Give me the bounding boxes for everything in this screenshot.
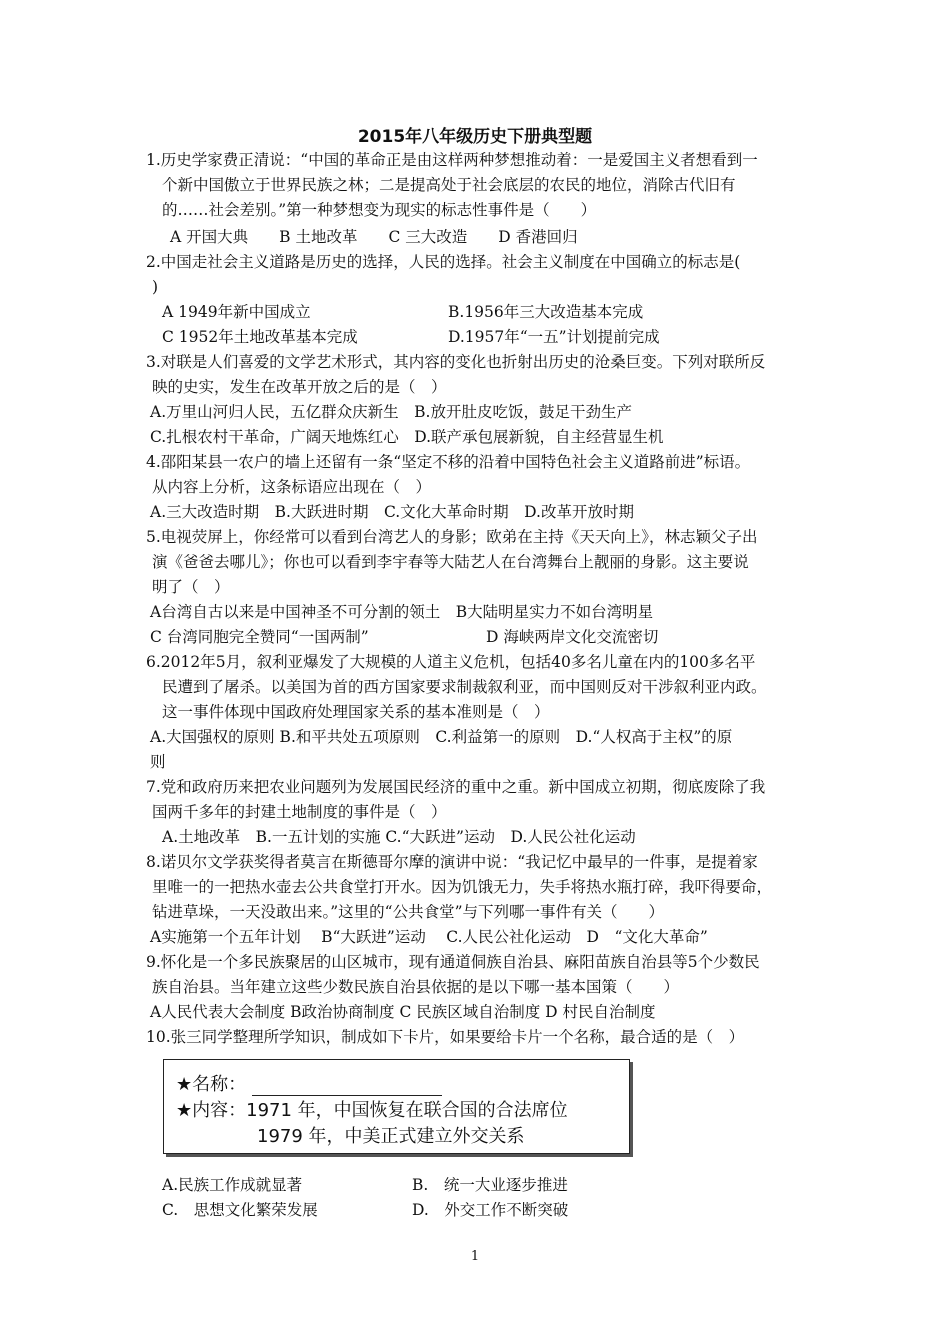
card-content-line-1: 1971 年，中国恢复在联合国的合法席位 <box>246 1100 568 1121</box>
text-line: 10.张三同学整理所学知识，制成如下卡片，如果要给卡片一个名称，最合适的是（ ） <box>146 1028 745 1046</box>
text-line: A 开国大典 B 土地改革 C 三大改造 D 香港回归 <box>170 228 578 246</box>
card-name-row <box>176 1070 442 1096</box>
text-line: D.1957年“一五”计划提前完成 <box>448 328 660 346</box>
text-line: 民遭到了屠杀。以美国为首的西方国家要求制裁叙利亚，而中国则反对干涉叙利亚内政。 <box>162 678 767 696</box>
text-line: C 1952年土地改革基本完成 <box>162 328 358 346</box>
text-line: B. 统一大业逐步推进 <box>412 1176 568 1194</box>
text-line: A 1949年新中国成立 <box>162 303 311 321</box>
text-line: C. 思想文化繁荣发展 <box>162 1201 318 1219</box>
text-line: 4.邵阳某县一农户的墙上还留有一条“坚定不移的沿着中国特色社会主义道路前进”标语。 <box>146 453 751 471</box>
text-line: D. 外交工作不断突破 <box>412 1201 569 1219</box>
text-line: 6.2012年5月，叙利亚爆发了大规模的人道主义危机，包括40多名儿童在内的100多名平 <box>146 653 756 671</box>
card-content-row <box>176 1096 568 1122</box>
text-line: 1.历史学家费正清说：“中国的革命正是由这样两种梦想推动着：一是爱国主义者想看到一 <box>146 151 758 169</box>
text-line: 个新中国傲立于世界民族之林；二是提高处于社会底层的农民的地位，消除古代旧有 <box>162 176 736 194</box>
text-line: 映的史实，发生在改革开放之后的是（ ） <box>152 378 447 396</box>
text-line: 明了（ ） <box>152 578 230 596</box>
text-line: D 海峡两岸文化交流密切 <box>486 628 659 646</box>
card-content-label: ★内容： <box>176 1100 247 1121</box>
text-line: 族自治县。当年建立这些少数民族自治县依据的是以下哪一基本国策（ ） <box>152 978 680 996</box>
card-content-row-2 <box>257 1122 525 1148</box>
document-title: 2015年八年级历史下册典型题 <box>357 127 593 147</box>
text-line: A人民代表大会制度 B政治协商制度 C 民族区域自治制度 D 村民自治制度 <box>150 1003 656 1021</box>
text-line: A.三大改造时期 B.大跃进时期 C.文化大革命时期 D.改革开放时期 <box>150 503 634 521</box>
text-line: 3.对联是人们喜爱的文学艺术形式，其内容的变化也折射出历史的沧桑巨变。下列对联所反 <box>146 353 766 371</box>
text-line: 8.诺贝尔文学获奖得者莫言在斯德哥尔摩的演讲中说：“我记忆中最早的一件事，是提着家 <box>146 853 758 871</box>
text-line: 从内容上分析，这条标语应出现在（ ） <box>152 478 432 496</box>
card-content-line-2: 1979 年，中美正式建立外交关系 <box>257 1126 525 1147</box>
text-line: ) <box>152 278 159 296</box>
text-line: C 台湾同胞完全赞同“一国两制” <box>150 628 369 646</box>
text-line: A实施第一个五年计划 B“大跃进”运动 C.人民公社化运动 D “文化大革命” <box>150 928 708 946</box>
text-line: 这一事件体现中国政府处理国家关系的基本准则是（ ） <box>162 703 550 721</box>
card-name-label: ★名称： <box>176 1074 247 1095</box>
text-line: B.1956年三大改造基本完成 <box>448 303 644 321</box>
text-line: 演《爸爸去哪儿》；你也可以看到李宇春等大陆艺人在台湾舞台上靓丽的身影。这主要说 <box>152 553 749 571</box>
text-line: A.土地改革 B.一五计划的实施 C.“大跃进”运动 D.人民公社化运动 <box>162 828 636 846</box>
text-line: C.扎根农村干革命，广阔天地炼红心 D.联产承包展新貌，自主经营显生机 <box>150 428 664 446</box>
text-line: 钻进草垛，一天没敢出来。”这里的“公共食堂”与下列哪一事件有关（ ） <box>152 903 665 921</box>
text-line: 7.党和政府历来把农业问题列为发展国民经济的重中之重。新中国成立初期，彻底废除了我 <box>146 778 766 796</box>
text-line: 9.怀化是一个多民族聚居的山区城市，现有通道侗族自治县、麻阳苗族自治县等5个少数民 <box>146 953 760 971</box>
text-line: 的……社会差别。”第一种梦想变为现实的标志性事件是（ ） <box>162 201 597 219</box>
text-line: 5.电视荧屏上，你经常可以看到台湾艺人的身影；欧弟在主持《天天向上》，林志颖父子出 <box>146 528 758 546</box>
text-line: 2.中国走社会主义道路是历史的选择，人民的选择。社会主义制度在中国确立的标志是( <box>146 253 741 271</box>
text-line: A.民族工作成就显著 <box>162 1176 303 1194</box>
text-line: A台湾自古以来是中国神圣不可分割的领土 B大陆明星实力不如台湾明星 <box>150 603 654 621</box>
text-line: 里唯一的一把热水壶去公共食堂打开水。因为饥饿无力，失手将热水瓶打碎，我吓得要命， <box>152 878 773 896</box>
text-line: A.万里山河归人民，五亿群众庆新生 B.放开肚皮吃饭，鼓足干劲生产 <box>150 403 632 421</box>
knowledge-card <box>163 1059 630 1154</box>
text-line: A.大国强权的原则 B.和平共处五项原则 C.利益第一的原则 D.“人权高于主权”的原 <box>150 728 733 746</box>
text-line: 国两千多年的封建土地制度的事件是（ ） <box>152 803 447 821</box>
card-name-blank <box>252 1079 442 1096</box>
text-line: 则 <box>150 753 166 771</box>
page-number: 1 <box>470 1249 480 1264</box>
